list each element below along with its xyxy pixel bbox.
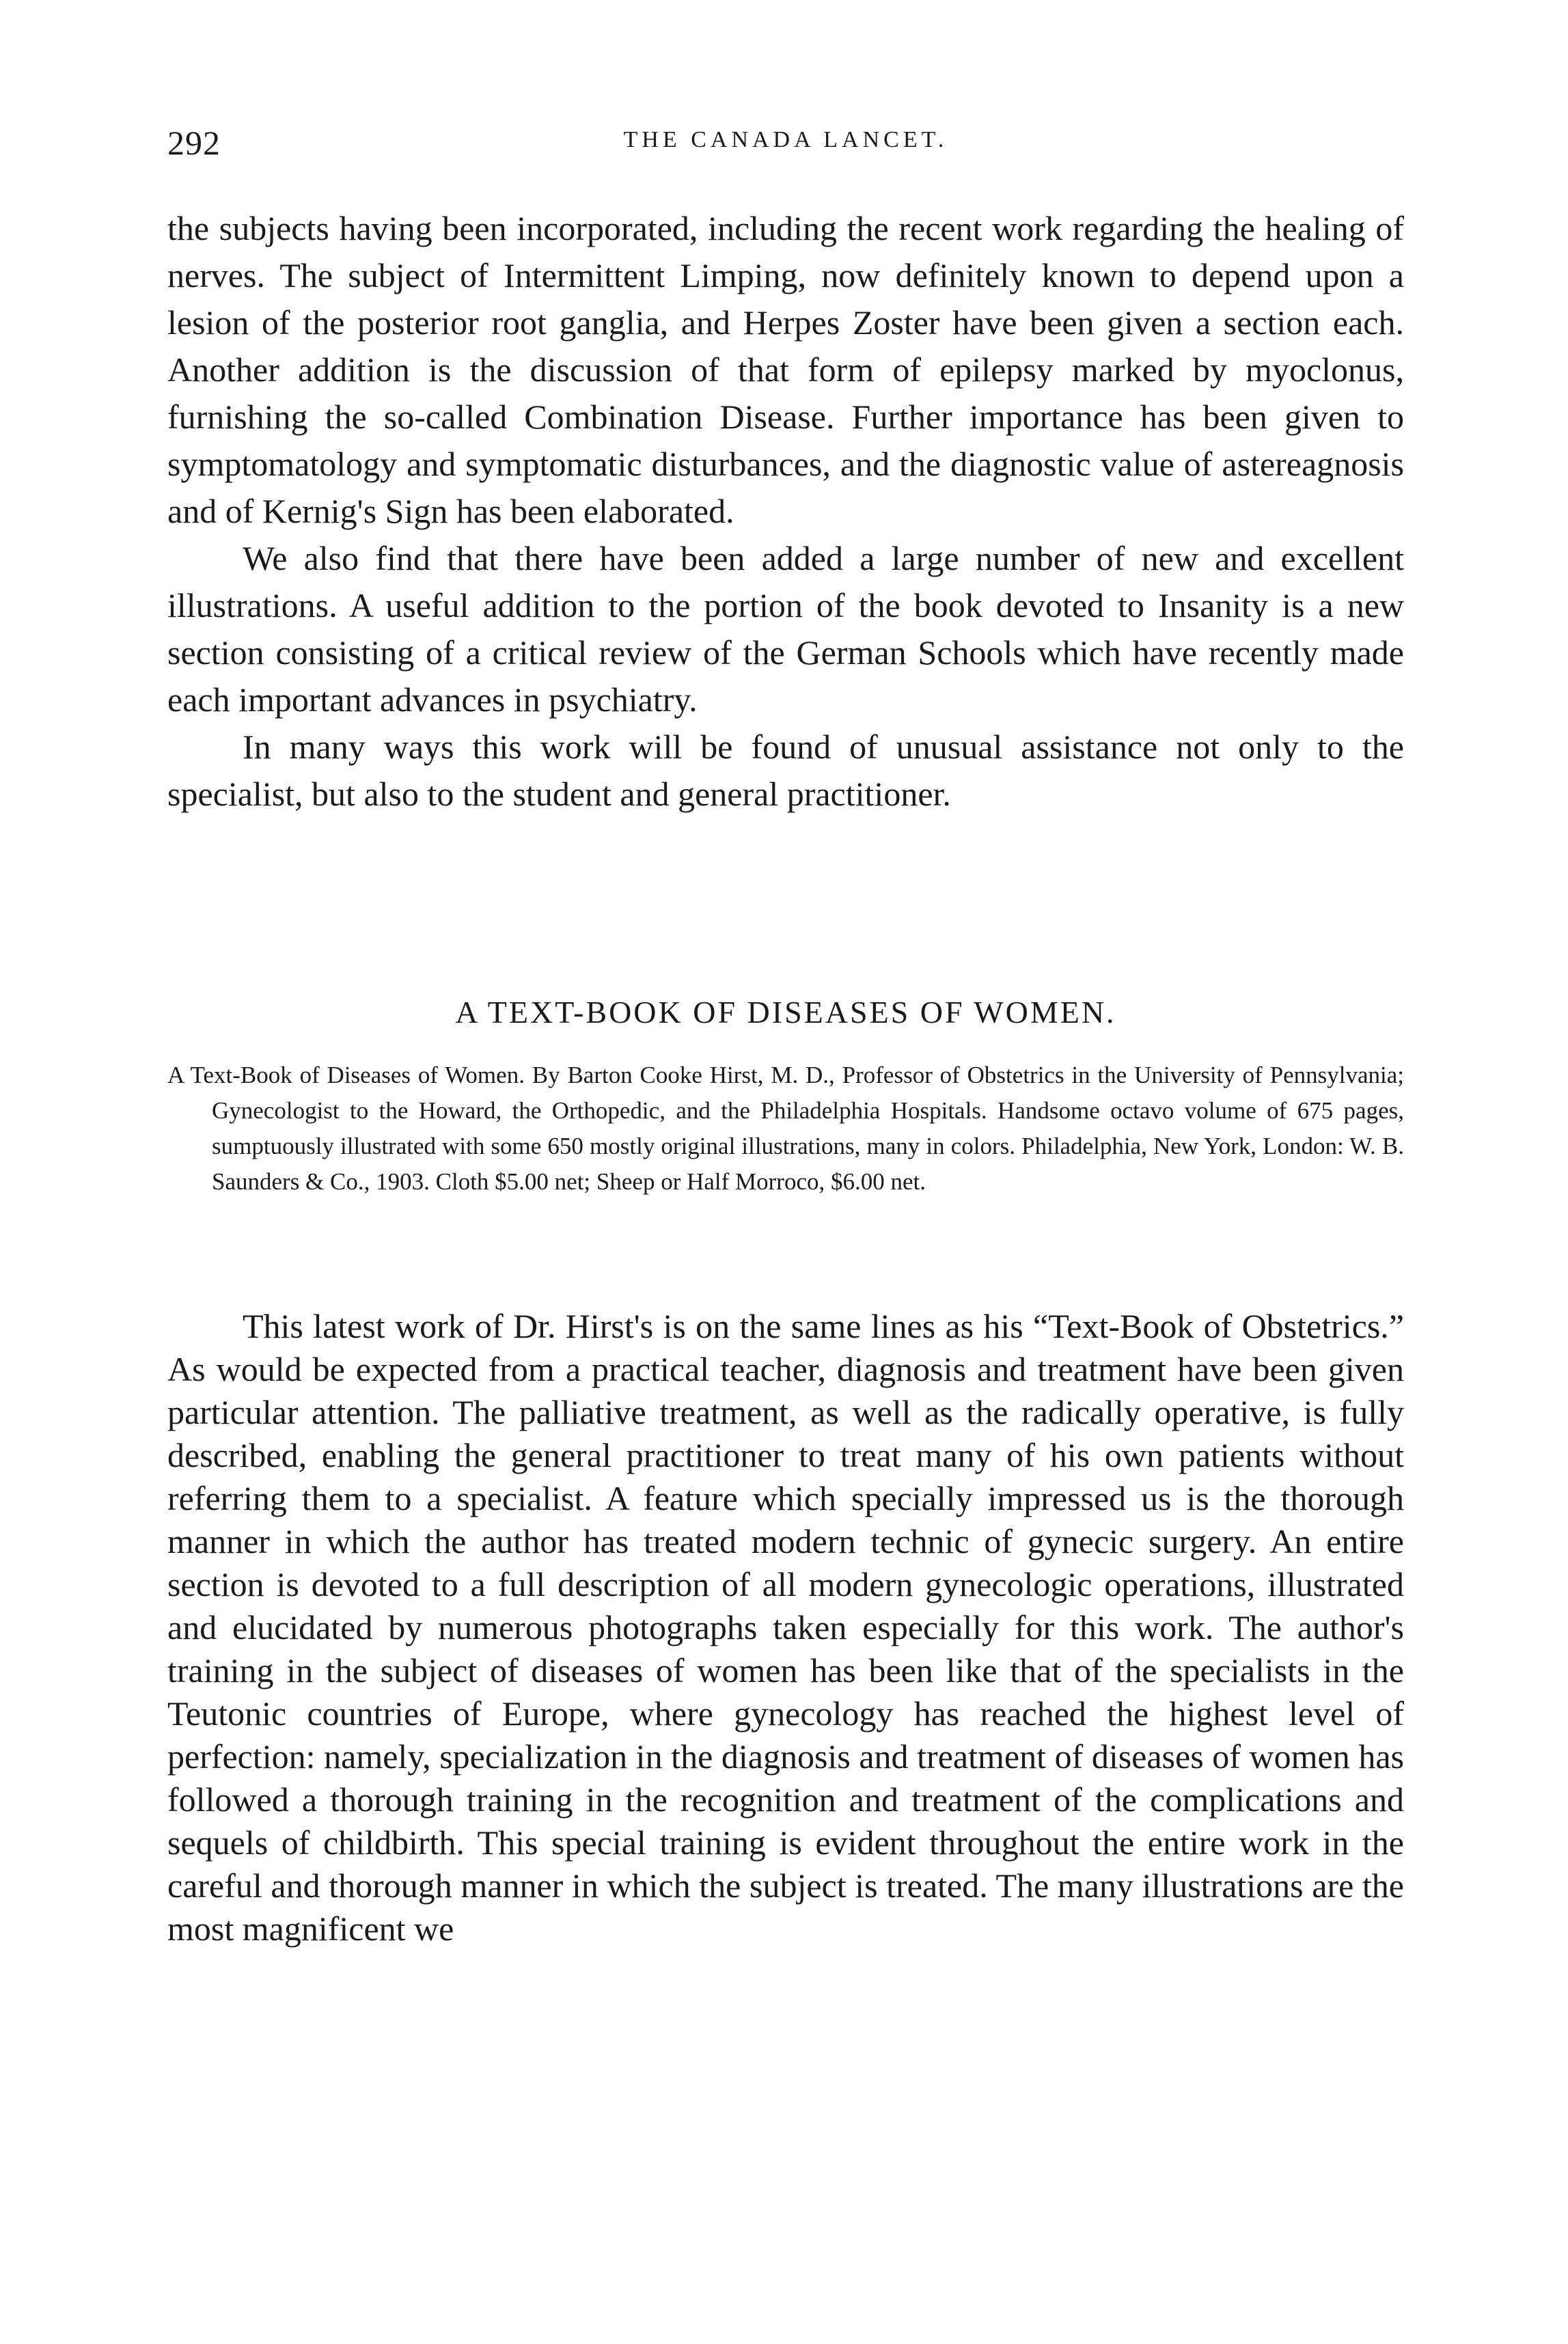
section-heading: A TEXT-BOOK OF DISEASES OF WOMEN. — [455, 995, 1116, 1030]
review-one-text — [167, 205, 1404, 818]
citation-text: A Text-Book of Diseases of Women. By Barton Cooke Hirst, M. D., Professor of Obstetrics in the University of Pennsylvania; Gynecologist to the Howard, the Orthopedic, and the Philadelphia Hospitals. Handsome octavo volume of 675 pages, sumptuously illustrated with some 650 mostly original illustrations, many in colors. Philadelphia, New York, London: W. B. Saunders & Co., 1903. Cloth $5.00 net; Sheep or Half Morroco, $6.00 net. — [167, 1062, 1404, 1195]
review-one-paragraph: We also find that there have been added a large number of new and excellent illustrations. A useful addition to the portion of the book devoted to Insanity is a new section consisting of a critical review of the German Schools which have recently made each important advances in psychiatry. — [167, 539, 1404, 719]
page-number: 292 — [167, 124, 221, 162]
review-two-text — [167, 1305, 1404, 1950]
review-one-paragraph: In many ways this work will be found of unusual assistance not only to the specialist, but also to the student and general practitioner. — [167, 728, 1404, 813]
journal-title: THE CANADA LANCET. — [623, 127, 948, 152]
review-two-paragraph: This latest work of Dr. Hirst's is on the same lines as his “Text-Book of Obstetrics.” As would be expected from a practical teacher, diagnosis and treatment have been given particular attention. The palliative treatment, as well as the radically operative, is fully described, enabling the general practitioner to treat many of his own patients without referring them to a specialist. A feature which specially impressed us is the thorough manner in which the author has treated modern technic of gynecic surgery. An entire section is devoted to a full description of all modern gynecologic operations, illustrated and elucidated by numerous photographs taken especially for this work. The author's training in the subject of diseases of women has been like that of the specialists in the Teutonic countries of Europe, where gynecology has reached the highest level of perfection: namely, specialization in the diagnosis and treatment of diseases of women has followed a thorough training in the recognition and treatment of the complications and sequels of childbirth. This special training is evident throughout the entire work in the careful and thorough manner in which the subject is treated. The many illustrations are the most magnificent we — [167, 1307, 1404, 1948]
running-head — [167, 123, 1404, 164]
review-one-paragraph: the subjects having been incorporated, including the recent work regarding the healing of nerves. The subject of Intermittent Limping, now definitely known to depend upon a lesion of the posterior root ganglia, and Herpes Zoster have been given a section each. Another addition is the discussion of that form of epilepsy marked by myoclonus, furnishing the so-called Combination Disease. Further importance has been given to symptomatology and symptomatic disturbances, and the diagnostic value of astereagnosis and of Kernig's Sign has been elaborated. — [167, 209, 1404, 530]
book-citation — [167, 1058, 1404, 1200]
